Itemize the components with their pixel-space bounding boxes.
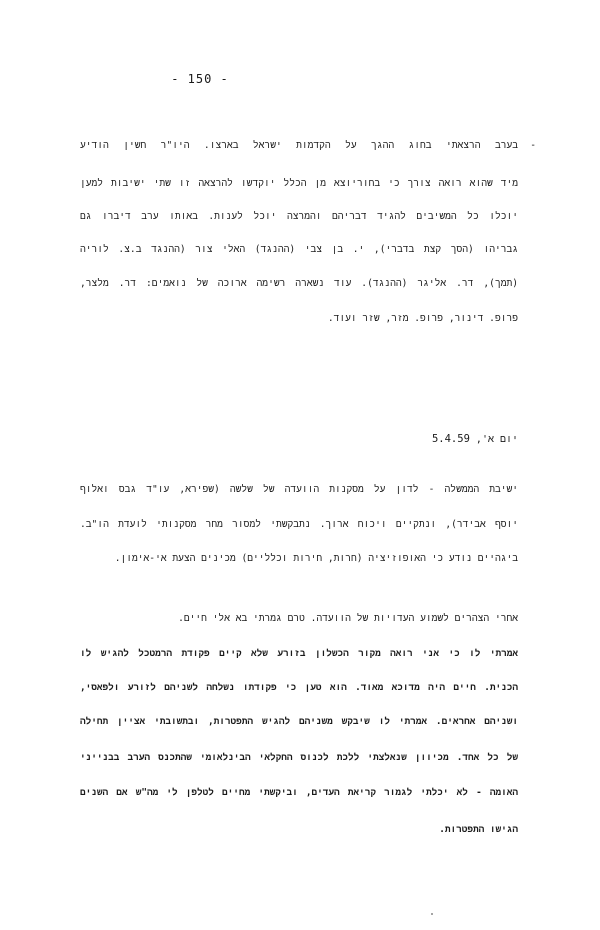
section1-line-5: (תמך), דר. אליגר (ההנגד). עוד נשארה רשימה ארוכה של נואמים: דר. מלצר, xyxy=(80,278,518,289)
section1-line-1-text: בערב הרצאתי בחוג ההגך על הקדמות ישראל בארצו. היו"ר חשין הודיע xyxy=(80,140,518,151)
section3-line-4: ושניהם אחראים. אמרתי לו שיבקש משניהם להגיש התפטרות, ובתשובתי אציין תחילה xyxy=(80,716,518,727)
section2-line-1: ישיבת הממשלה - לדון על מסקנות הוועדה של שלשה (שפירא, עו"ד גבס ואלוף xyxy=(80,484,518,495)
section3-line-2: אמרתי לו כי אני רואה מקור הכשלון בזורע שלא קיים פקודת הרמטכל להגיש לו xyxy=(80,648,518,659)
section1-line-2: מיד שהוא רואה צורך כי בחוריוצא מן הכלל יוקדשו להרצאה זו שתי ישיבות למען xyxy=(80,178,518,189)
section1-line-4: גבריהו (הסך קצת בדברי), י. בן צבי (ההנגד) האלי צור (ההנגד ב.צ. לוריה xyxy=(80,244,518,255)
page-number: - 150 - xyxy=(171,72,229,86)
dash-mark: - xyxy=(530,140,536,151)
section1-line-1 xyxy=(80,139,536,153)
section1-line-3: יוכלו כל המשיבים להגיד דבריהם והמרצה יוכל לענות. באותו ערב דיברו גם xyxy=(80,211,518,222)
date-line: יום א', 5.4.59 xyxy=(431,433,518,445)
section3-line-3: הכנית. חיים היה מדוכא מאוד. הוא טען כי פקודתו נשלחה לשניהם לזורע ולפאסי, xyxy=(80,682,518,693)
section2-line-2: יוסף אבידר), ונתקיים ויכוח ארוך. נתבקשתי למסור מחר מסקנותי לועדת הו"ב. xyxy=(80,519,518,530)
section3-line-5: של כל אחד. מכיוון שנאלצתי ללכת לכנוס החקלאי הבינלאומי שהתכנס הערב בבנייני xyxy=(80,752,518,763)
section3-line-1: אחרי הצהרים לשמוע העדויות של הוועדה. טרם גמרתי בא אלי חיים. xyxy=(178,613,518,624)
scan-speck xyxy=(431,913,433,915)
section1-line-6: פרופ. דינור, פרופ. מזר, שזר ועוד. xyxy=(327,313,518,324)
day-label: יום א' xyxy=(481,434,518,445)
section3-line-7: הגישו התפטרות. xyxy=(439,824,518,835)
section2-line-3: ביגהיים נודע כי האופוזיציה (חרות, חירות וכלליים) מכינים הצעת אי-אימון. xyxy=(114,553,518,564)
date-value: 5.4.59 xyxy=(431,433,470,445)
section3-line-6: האומה - לא יכלתי לגמור קריאת העדים, וביקשתי מחיים לטלפן לי מה"ש אם השנים xyxy=(80,787,518,798)
